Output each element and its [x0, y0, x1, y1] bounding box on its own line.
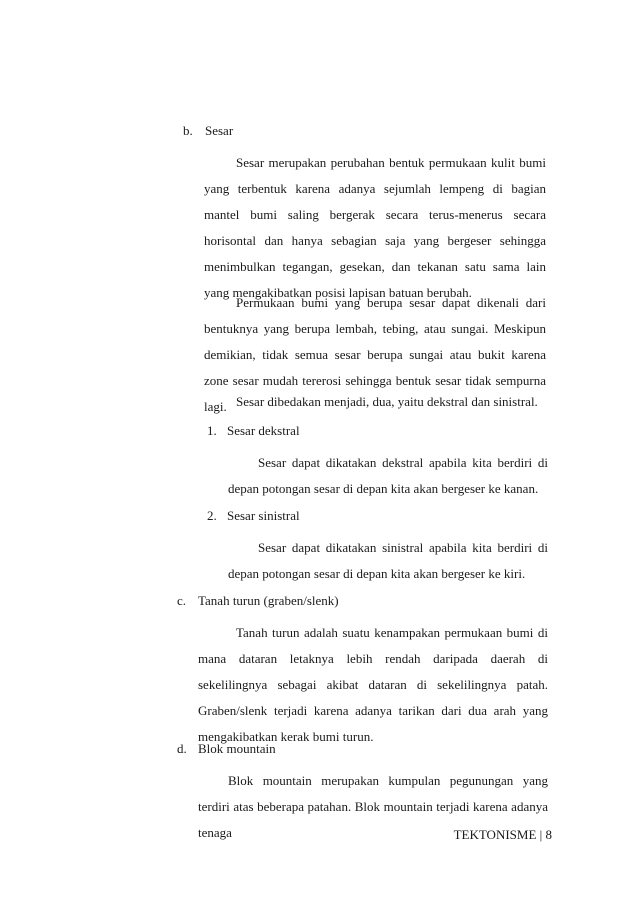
section-b-marker: b. [183, 123, 193, 138]
section-b-heading [183, 123, 233, 139]
item-1-title: Sesar dekstral [227, 423, 300, 438]
section-b-paragraph-3 [204, 389, 546, 415]
section-c-marker: c. [177, 593, 187, 608]
page-footer: TEKTONISME | 8 [453, 827, 552, 842]
section-d-marker: d. [177, 741, 187, 756]
section-b-title: Sesar [205, 123, 234, 138]
item-2-heading [207, 508, 300, 524]
section-c-paragraph [198, 620, 548, 750]
section-c-title: Tanah turun (graben/slenk) [198, 593, 339, 608]
item-1-paragraph-text: Sesar dapat dikatakan dekstral apabila kita berdiri di depan potongan sesar di depan kita akan bergeser ke kanan. [228, 455, 548, 496]
item-2-paragraph-text: Sesar dapat dikatakan sinistral apabila kita berdiri di depan potongan sesar di depan kita akan bergeser ke kiri. [228, 540, 548, 581]
item-2-marker: 2. [207, 508, 217, 523]
item-1-heading [207, 423, 300, 439]
section-c-heading [177, 593, 339, 609]
item-1-marker: 1. [207, 423, 217, 438]
section-d-heading [177, 741, 276, 757]
section-b-paragraph-1-text: Sesar merupakan perubahan bentuk permukaan kulit bumi yang terbentuk karena adanya sejumlah lempeng di bagian mantel bumi saling bergerak secara terus-menerus secara horisontal dan hanya sebagian saja yang bergeser sehingga menimbulkan tegangan, gesekan, dan tekanan satu sama lain yang mengakibatkan posisi lapisan batuan berubah. [204, 155, 546, 300]
item-2-paragraph [228, 535, 548, 587]
item-1-paragraph [228, 450, 548, 502]
section-b-paragraph-1 [204, 150, 546, 306]
item-2-title: Sesar sinistral [227, 508, 300, 523]
section-b-paragraph-2-text: Permukaan bumi yang berupa sesar dapat dikenali dari bentuknya yang berupa lembah, tebing, atau sungai. Meskipun demikian, tidak semua sesar berupa sungai atau bukit karena zone sesar mudah tererosi sehingga bentuk sesar tidak sempurna lagi. [204, 295, 546, 414]
section-d-paragraph-text: Blok mountain merupakan kumpulan pegunungan yang terdiri atas beberapa patahan. Blok mountain terjadi karena adanya tenaga [198, 773, 548, 840]
section-b-paragraph-3-text: Sesar dibedakan menjadi, dua, yaitu dekstral dan sinistral. [236, 394, 538, 409]
section-d-title: Blok mountain [198, 741, 276, 756]
section-c-paragraph-text: Tanah turun adalah suatu kenampakan permukaan bumi di mana dataran letaknya lebih rendah daripada daerah di sekelilingnya sebagai akibat dataran di sekelilingnya patah. Graben/slenk terjadi karena adanya tarikan dari dua arah yang mengakibatkan kerak bumi turun. [198, 625, 548, 744]
